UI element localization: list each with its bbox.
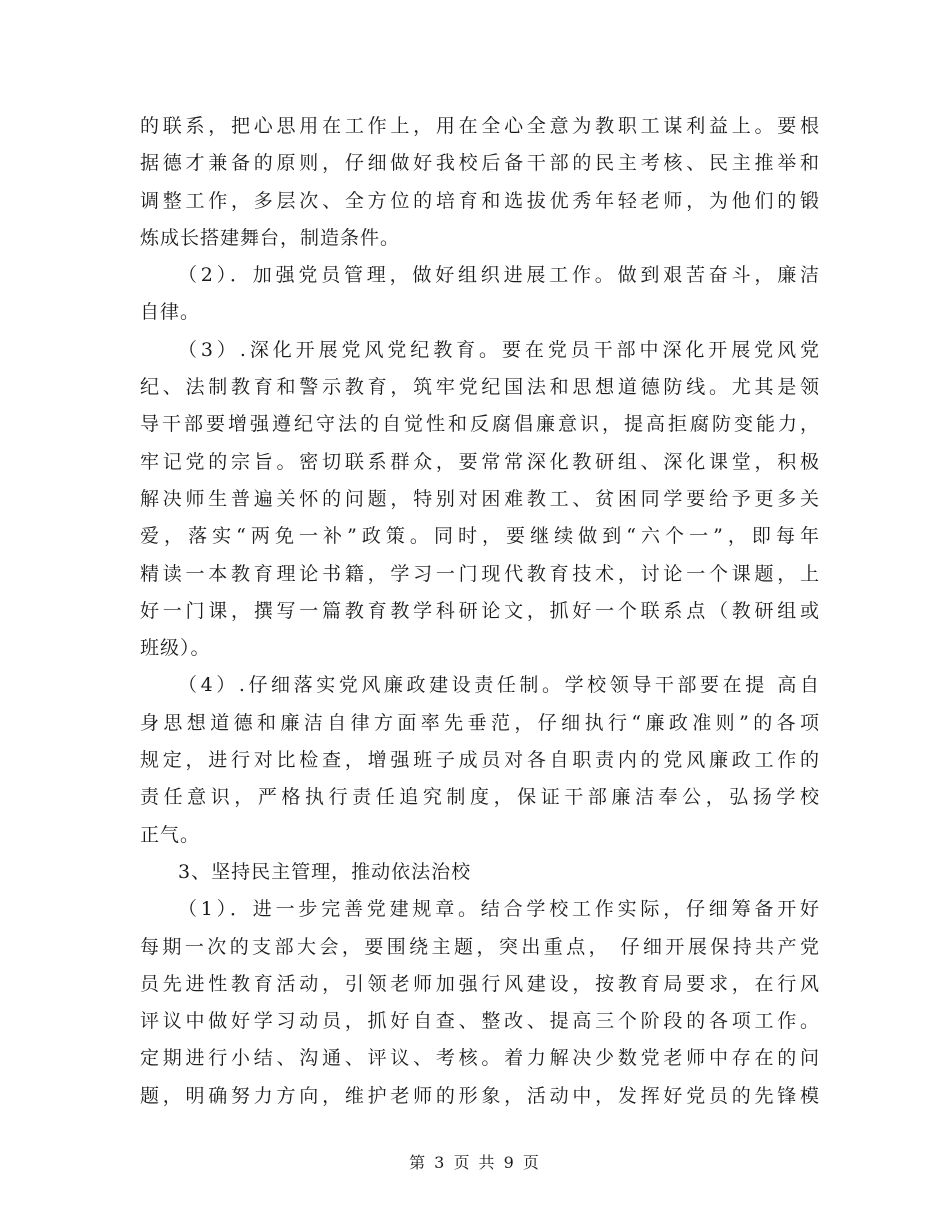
text-line: 的联系，把心思用在工作上，用在全心全意为教职工谋利益上。要根: [140, 115, 820, 137]
text-line: 规定，进行对比检查，增强班子成员对各自职责内的党风廉政工作的: [140, 749, 820, 772]
text-line: 正气。: [140, 823, 201, 846]
text-line: 好一门课，撰写一篇教育教学科研论文，抓好一个联系点（教研组或: [140, 599, 820, 622]
text-line: （4）.仔细落实党风廉政建设责任制。学校领导干部要在提 高自: [178, 674, 820, 697]
text-line: 自律。: [140, 301, 201, 324]
page-footer: 第 3 页 共 9 页: [409, 1153, 541, 1172]
text-line: 导干部要增强遵纪守法的自觉性和反腐倡廉意识，提高拒腐防变能力，: [140, 413, 820, 436]
text-line: 纪、法制教育和警示教育，筑牢党纪国法和思想道德防线。尤其是领: [140, 376, 820, 399]
text-line: 题，明确努力方向，维护老师的形象，活动中，发挥好党员的先锋模: [140, 1084, 820, 1107]
text-line: 解决师生普遍关怀的问题，特别对困难教工、贫困同学要给予更多关: [140, 487, 820, 510]
text-line: 爱，落实“两免一补”政策。同时，要继续做到“六个一”，即每年: [140, 525, 820, 548]
text-line: 调整工作，多层次、全方位的培育和选拔优秀年轻老师，为他们的锻: [140, 189, 820, 212]
text-line: 员先进性教育活动，引领老师加强行风建设，按教育局要求，在行风: [140, 972, 820, 995]
text-line: 班级）。: [140, 637, 211, 660]
text-line: 据德才兼备的原则，仔细做好我校后备干部的民主考核、民主推举和: [140, 152, 820, 175]
text-line: 3、坚持民主管理，推动依法治校: [178, 860, 472, 883]
text-line: 评议中做好学习动员，抓好自查、整改、提高三个阶段的各项工作。: [140, 1010, 820, 1033]
text-line: （1）．进一步完善党建规章。结合学校工作实际，仔细筹备开好: [178, 898, 820, 921]
text-line: 炼成长搭建舞台，制造条件。: [140, 226, 401, 249]
text-line: 精读一本教育理论书籍，学习一门现代教育技术，讨论一个课题，上: [140, 562, 820, 585]
text-line: 责任意识，严格执行责任追究制度，保证干部廉洁奉公，弘扬学校: [140, 786, 820, 809]
text-line: 身思想道德和廉洁自律方面率先垂范，仔细执行“廉政准则”的各项: [140, 711, 820, 734]
text-line: 每期一次的支部大会，要围绕主题，突出重点， 仔细开展保持共产党: [140, 935, 820, 958]
text-line: 牢记党的宗旨。密切联系群众，要常常深化教研组、深化课堂，积极: [140, 450, 820, 473]
text-line: 定期进行小结、沟通、评议、考核。着力解决少数党老师中存在的问: [140, 1047, 820, 1070]
text-line: （3）.深化开展党风党纪教育。要在党员干部中深化开展党风党: [178, 338, 820, 361]
text-line: （2）．加强党员管理，做好组织进展工作。做到艰苦奋斗，廉洁: [178, 264, 820, 287]
document-body: [140, 108, 820, 1115]
